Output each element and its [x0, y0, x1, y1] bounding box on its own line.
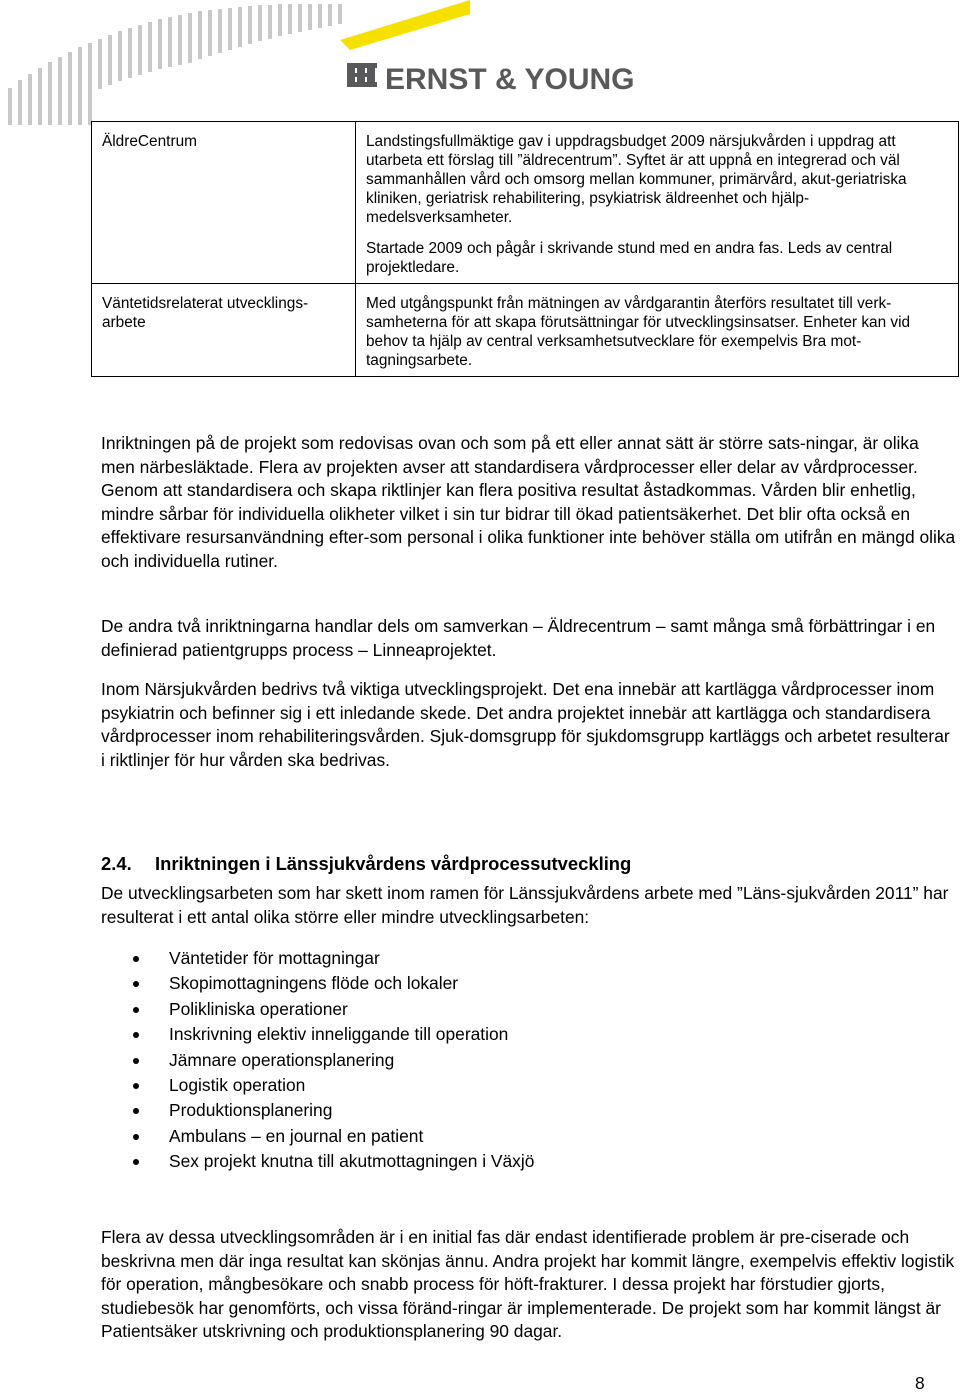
table-row [92, 284, 959, 377]
yellow-wedge [340, 0, 470, 50]
body-paragraph-3 [101, 678, 956, 772]
table-cell-description [356, 284, 959, 377]
table-cell-label [92, 122, 356, 284]
list-item: Ambulans – en journal en patient [126, 1124, 534, 1149]
body-paragraph-1 [101, 432, 956, 573]
row-description: Startade 2009 och pågår i skrivande stund med en andra fas. Leds av central projektledare. [366, 240, 893, 276]
paragraph-text: De utvecklingsarbeten som har skett inom ramen för Länssjukvårdens arbete med ”Läns-sjukvården 2011” har resulterat i ett antal olika större eller mindre utvecklingsarbeten: [101, 883, 949, 927]
header-logo-area [0, 0, 960, 125]
list-item: Väntetider för mottagningar [126, 946, 534, 971]
paragraph-text: Inriktningen på de projekt som redovisas ovan och som på ett eller annat sätt är större sats-ningar, är olika men närbesläktade. Flera av projekten avser att standardisera vårdprocesser eller delar av vårdprocesser. Genom att standardisera och skapa riktlinjer kan flera positiva resultat åstadkommas. Vården blir enhetlig, mindre sårbar för individuella olikheter vilket i sin tur bidrar till ökad patientsäkerhet. Det blir ofta också en effektivare resursanvändning efter-som personal i olika funktioner inte behöver ställa om utifrån en mängd olika och individuella rutiner. [101, 433, 956, 571]
paragraph-text: De andra två inriktningarna handlar dels om samverkan – Äldrecentrum – samt många små förbättringar i en definierad patientgrupps process – Linneaprojektet. [101, 616, 936, 660]
row-description: Landstingsfullmäktige gav i uppdragsbudget 2009 närsjukvården i uppdrag att utarbeta ett förslag till ”äldrecentrum”. Syftet är att uppnå en integrerad och väl sammanhållen vård och omsorg mellan kommuner, primärvård, akut-geriatriska kliniken, geriatrisk rehabilitering, psykiatrisk äldreenhet och hjälp-medelsverksamheter. [366, 133, 907, 226]
table-row [92, 122, 959, 284]
row-label: ÄldreCentrum [102, 133, 197, 150]
row-label: Väntetidsrelaterat utvecklings-arbete [102, 295, 309, 331]
table-cell-label [92, 284, 356, 377]
list-item: Skopimottagningens flöde och lokaler [126, 971, 534, 996]
projects-table [91, 121, 959, 377]
list-item: Jämnare operationsplanering [126, 1048, 534, 1073]
row-description: Med utgångspunkt från mätningen av vårdgarantin återförs resultatet till verk-samheterna för att skapa förutsättningar för utvecklingsinsatser. Enheter kan vid behov ta hjälp av central verksamhetsutvecklare för exempelvis Bra mot-tagningsarbete. [366, 295, 911, 369]
stripe-pattern [8, 4, 342, 125]
logo-wordmark: ERNST & YOUNG [385, 63, 635, 96]
body-paragraph-2 [101, 615, 956, 662]
table-cell-description [356, 122, 959, 284]
section-intro [101, 882, 956, 929]
closing-paragraph [101, 1226, 956, 1344]
paragraph-text: Inom Närsjukvården bedrivs två viktiga utvecklingsprojekt. Det ena innebär att kartlägga vårdprocesser inom psykiatrin och befinner sig i ett inledande skede. Det andra projektet innebär att kartlägga och standardisera vårdprocesser inom rehabiliteringsvården. Sjuk-domsgrupp för sjukdomsgrupp kartläggs och arbetet resulterar i riktlinjer för hur vården ska bedrivas. [101, 679, 950, 770]
list-item: Sex projekt knutna till akutmottagningen i Växjö [126, 1149, 534, 1174]
ernst-young-logo [0, 0, 960, 125]
section-number: 2.4. [101, 853, 132, 874]
ey-mark-icon [347, 63, 377, 87]
page-number: 8 [915, 1373, 925, 1393]
paragraph-text: Flera av dessa utvecklingsområden är i en initial fas där endast identifierade problem är pre-ciserade och beskrivna men där inga resultat kan skönjas ännu. Andra projekt har kommit längre, exempelvis effektiv logistik för operation, mångbesökare och snabb process för höft-frakturer. I dessa projekt har förstudier gjorts, studiebesök har genomförts, och vissa föränd-ringar är implementerade. De projekt som har kommit längst är Patientsäker utskrivning och produktionsplanering 90 dagar. [101, 1227, 955, 1341]
list-item: Inskrivning elektiv inneliggande till operation [126, 1022, 534, 1047]
section-title: Inriktningen i Länssjukvårdens vårdprocessutveckling [155, 853, 632, 874]
list-item: Produktionsplanering [126, 1098, 534, 1123]
bullet-list [126, 946, 534, 1175]
list-item: Polikliniska operationer [126, 997, 534, 1022]
list-item: Logistik operation [126, 1073, 534, 1098]
section-heading [101, 852, 631, 876]
